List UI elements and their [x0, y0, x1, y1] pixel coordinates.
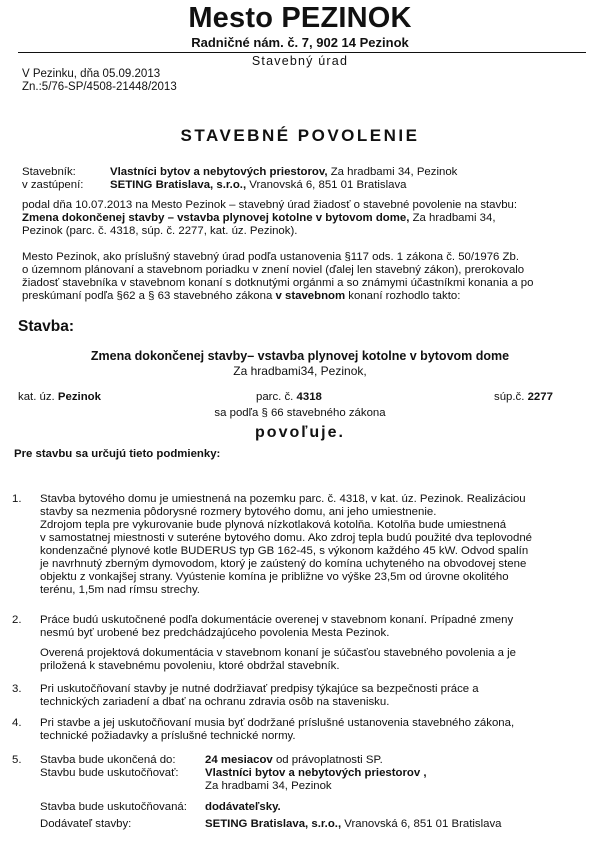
registry-label: súp.č.: [494, 391, 525, 403]
builder-name: Vlastníci bytov a nebytových priestorov ,: [205, 767, 427, 779]
stavba-heading: Stavba:: [18, 318, 74, 335]
conditions-heading: Pre stavbu sa určujú tieto podmienky:: [14, 448, 221, 460]
date-line: V Pezinku, dňa 05.09.2013: [22, 68, 161, 80]
completion-value: [205, 754, 383, 767]
request-project-address: Za hradbami 34,: [412, 212, 496, 224]
reference-number: Zn.:5/76-SP/4508-21448/2013: [22, 81, 177, 93]
legal-basis-line-4: [22, 290, 460, 303]
condition-2-number: 2.: [12, 614, 22, 626]
condition-4-line-1: Pri stavbe a jej uskutočňovaní musia byť dodržané príslušné ustanovenia stavebného zákona,: [40, 717, 515, 729]
city-address: Radničné nám. č. 7, 902 14 Pezinok: [191, 35, 409, 50]
condition-1-line-3: Zdrojom tepla pre vykurovanie bude plynová nízkotlaková kotolňa. Kotolňa bude umiestnená: [40, 519, 507, 531]
applicant-address: Za hradbami 34, Pezinok: [330, 166, 458, 178]
builder-label: Stavbu bude uskutočňovať:: [40, 767, 179, 779]
registry-number: [494, 391, 553, 404]
parcel-label: parc. č.: [256, 391, 294, 403]
condition-1-line-1: Stavba bytového domu je umiestnená na pozemku parc. č. 4318, v kat. úz. Pezinok. Realizáciou: [40, 493, 526, 505]
applicant-line: [110, 166, 457, 179]
condition-3-number: 3.: [12, 683, 22, 695]
representative-address: Vranovská 6, 851 01 Bratislava: [249, 179, 407, 191]
condition-3-line-1: Pri uskutočňovaní stavby je nutné dodržiavať predpisy týkajúce sa bezpečnosti práce a: [40, 683, 479, 695]
condition-1-number: 1.: [12, 493, 22, 505]
request-line-1: podal dňa 10.07.2013 na Mesto Pezinok – stavebný úrad žiadosť o stavebné povolenie na stavbu:: [22, 199, 518, 211]
parcel-value: 4318: [296, 391, 322, 403]
parcel-number: [256, 391, 322, 404]
legal-basis-line-2: o územnom plánovaní a stavebnom poriadku v znení noviel (ďalej len stavebný zákon), prerokovalo: [22, 264, 525, 276]
city-title: Mesto PEZINOK: [188, 2, 412, 34]
condition-1-line-4: v samostatnej miestnosti v suteréne bytového domu. Ako zdroj tepla budú použité dva teplovodné: [40, 532, 532, 544]
cadastral-area-label: kat. úz.: [18, 391, 55, 403]
condition-2-line-1: Práce budú uskutočnené podľa dokumentácie overenej v stavebnom konaní. Prípadné zmeny: [40, 614, 514, 626]
stavba-name: Zmena dokončenej stavby– vstavba plynovej kotolne v bytovom dome: [90, 349, 510, 363]
verdict: povoľuje.: [255, 424, 345, 441]
legal-basis-line-1: Mesto Pezinok, ako príslušný stavebný úrad podľa ustanovenia §117 ods. 1 zákona č. 50/1976 Zb.: [22, 251, 520, 263]
legal-basis-text: preskúmaní podľa §62 a § 63 stavebného zákona: [22, 290, 273, 302]
request-project-name: Zmena dokončenej stavby – vstavba plynovej kotolne v bytovom dome,: [22, 212, 410, 224]
contractor-label: Dodávateľ stavby:: [40, 818, 132, 830]
registry-value: 2277: [527, 391, 553, 403]
cadastral-area-value: Pezinok: [57, 391, 101, 403]
completion-condition: od právoplatnosti SP.: [275, 754, 383, 766]
legal-basis-end: konaní rozhodlo takto:: [348, 290, 461, 302]
representative-label: v zastúpení:: [22, 179, 84, 191]
law-reference: sa podľa § 66 stavebného zákona: [214, 407, 386, 419]
contractor-address: Vranovská 6, 851 01 Bratislava: [344, 818, 502, 830]
condition-1-line-6: je navrhnutý zberným dymovodom, ktorý je zaústený do komína uchyteného na obvodovej stene: [40, 558, 527, 570]
cadastral-area: [18, 391, 101, 404]
decision-title: STAVEBNÉ POVOLENIE: [180, 126, 420, 145]
representative-name: SETING Bratislava, s.r.o.,: [110, 179, 247, 191]
legal-basis-bold: v stavebnom: [275, 290, 346, 302]
legal-basis-line-3: žiadosť stavebníka v stavebnom konaní s dotknutými orgánmi a so známymi účastníkmi konania a po: [22, 277, 534, 289]
applicant-name: Vlastníci bytov a nebytových priestorov,: [110, 166, 328, 178]
condition-5-number: 5.: [12, 754, 22, 766]
condition-2-line-2: nesmú byť urobené bez predchádzajúceho povolenia Mesta Pezinok.: [40, 627, 390, 639]
representative-line: [110, 179, 407, 192]
condition-1-line-7: objektu z vonkajšej strany. Vyústenie komína je približne vo výške 23,5m od úrovne okolitého: [40, 571, 509, 583]
contractor-value: [205, 818, 502, 831]
condition-1-line-8: terénu, 1,5m nad rímsu strechy.: [40, 584, 200, 596]
office-name: Stavebný úrad: [251, 54, 349, 68]
request-line-3: Pezinok (parc. č. 4318, súp. č. 2277, kat. úz. Pezinok).: [22, 225, 298, 237]
stavba-address: Za hradbami34, Pezinok,: [233, 364, 367, 378]
condition-1-line-2: stavby sa nezmenia pôdorysné rozmery bytového domu, ani jeho umiestnenie.: [40, 506, 437, 518]
condition-2-line-3: Overená projektová dokumentácia v stavebnom konaní je súčasťou stavebného povolenia a je: [40, 647, 517, 659]
header-divider: [18, 52, 586, 53]
execution-value: dodávateľsky.: [205, 801, 281, 813]
condition-3-line-2: technických zariadení a dbať na ochranu zdravia osôb na stavenisku.: [40, 696, 390, 708]
builder-address: Za hradbami 34, Pezinok: [205, 780, 332, 792]
execution-label: Stavba bude uskutočňovaná:: [40, 801, 187, 813]
completion-period: 24 mesiacov: [205, 754, 273, 766]
completion-label: Stavba bude ukončená do:: [40, 754, 176, 766]
contractor-name: SETING Bratislava, s.r.o.,: [205, 818, 342, 830]
condition-4-line-2: technické požiadavky a príslušné technické normy.: [40, 730, 296, 742]
condition-1-line-5: kondenzačné plynové kotle BUDERUS typ GB 162-45, s výkonom každého 45 kW. Odvod spalín: [40, 545, 529, 557]
condition-4-number: 4.: [12, 717, 22, 729]
applicant-label: Stavebník:: [22, 166, 76, 178]
condition-2-line-4: priložená k stavebnému povoleniu, ktoré obdržal stavebník.: [40, 660, 340, 672]
request-line-2: [22, 212, 496, 225]
